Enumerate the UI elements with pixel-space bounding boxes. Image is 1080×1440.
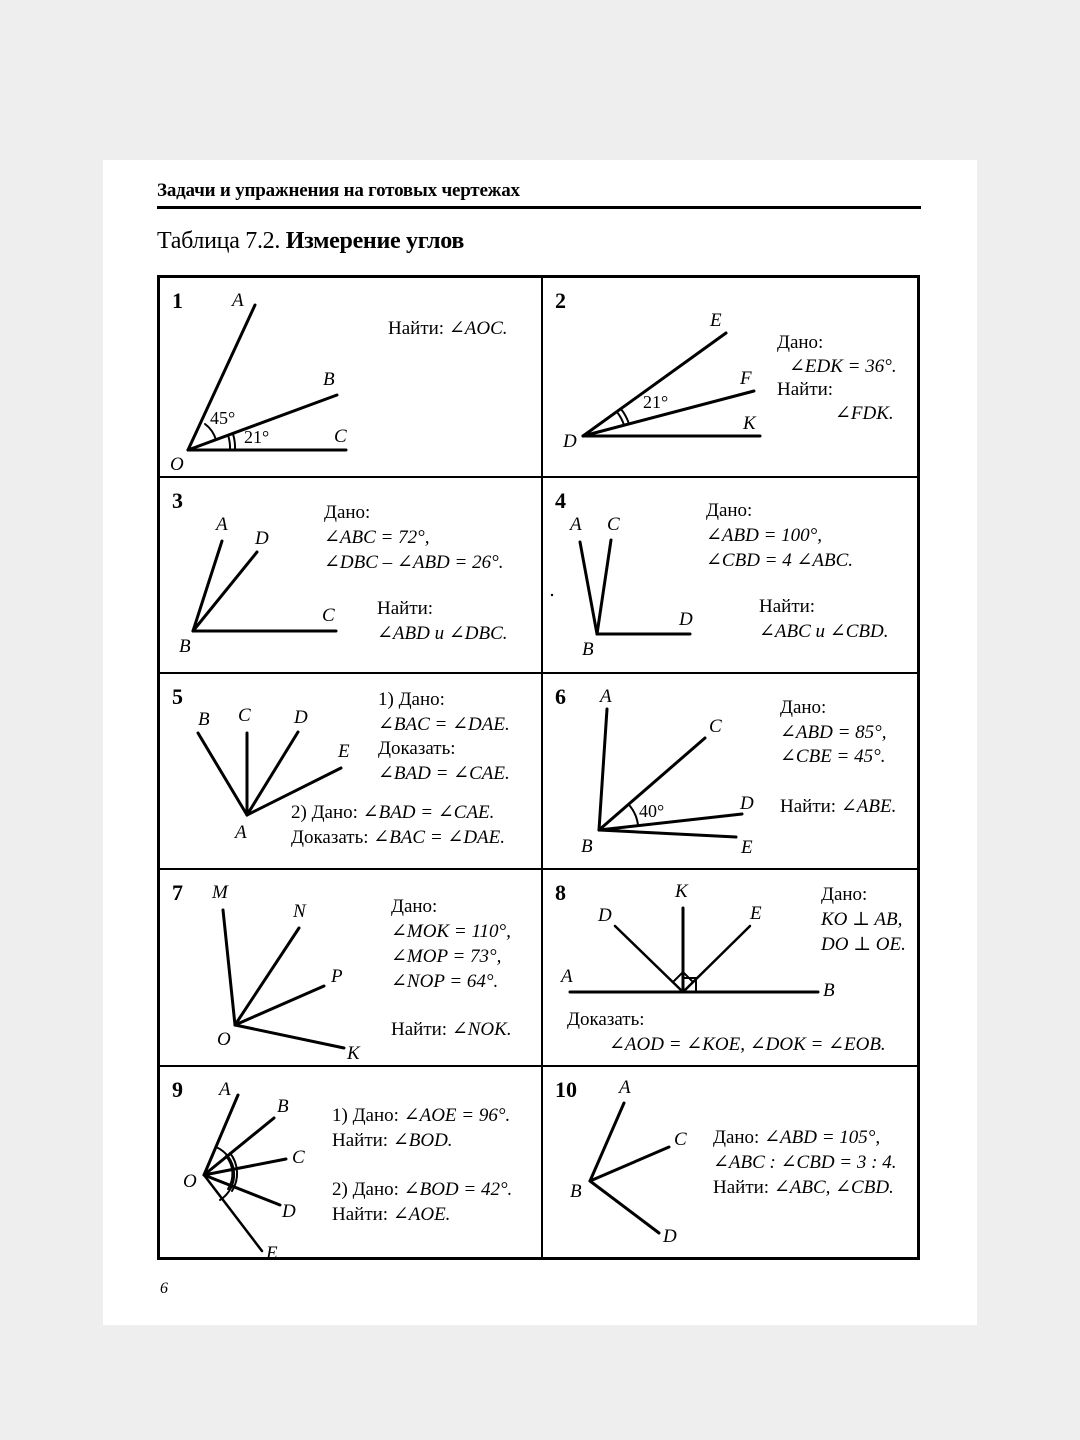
problem-text-find — [391, 1017, 512, 1042]
problem-cell-1 — [160, 278, 543, 478]
point-label: B — [581, 836, 593, 857]
math-expression: ∠AOC. — [448, 318, 508, 339]
point-label: O — [183, 1171, 197, 1192]
angle-arc-21a — [617, 412, 624, 425]
text-prefix: Найти: — [388, 318, 449, 339]
problem-cell-3 — [160, 478, 543, 674]
problem-text — [777, 331, 897, 425]
math-expression: ∠MOK = 110°, — [391, 921, 511, 942]
point-label: A — [235, 822, 247, 843]
point-label: D — [740, 793, 754, 814]
text-line — [759, 619, 888, 644]
point-label: D — [563, 431, 577, 452]
problem-number: 8 — [555, 880, 566, 905]
math-expression: ∠ABD = 100°, — [706, 525, 823, 546]
problem-number: 2 — [555, 288, 566, 313]
math-expression: ∠FDK. — [835, 402, 894, 424]
point-label: C — [607, 514, 620, 535]
ray-BD — [193, 552, 257, 631]
text-line — [759, 594, 888, 619]
ray-BA — [193, 541, 222, 631]
problem-cell-10 — [543, 1067, 920, 1260]
point-label: E — [266, 1243, 278, 1264]
text-line — [777, 355, 897, 379]
table-title-text: Измерение углов — [285, 228, 465, 254]
text-prefix: Найти: — [332, 1130, 393, 1151]
ray-BA — [599, 709, 607, 830]
point-label: C — [322, 605, 335, 626]
point-label: F — [740, 368, 752, 389]
text-line — [324, 550, 503, 575]
problem-cell-5 — [160, 674, 543, 870]
problem-number: 6 — [555, 684, 566, 709]
ray-BC — [597, 540, 611, 634]
text-prefix: Найти: — [332, 1204, 393, 1225]
text-line — [780, 696, 887, 721]
point-label: M — [212, 882, 228, 903]
problem-cell-8 — [543, 870, 920, 1067]
text-line — [706, 548, 853, 573]
point-label: B — [582, 639, 594, 660]
problem-text — [706, 498, 853, 573]
problem-text-part2 — [332, 1177, 512, 1227]
math-expression: ∠ABE. — [840, 796, 897, 817]
point-label: K — [675, 881, 688, 902]
math-expression: ∠CBE = 45°. — [780, 746, 886, 767]
point-label: E — [710, 310, 722, 331]
text-prefix: Найти: — [759, 596, 816, 617]
math-expression: ∠BAC = ∠DAE. — [378, 713, 510, 735]
text-line — [378, 762, 510, 787]
text-prefix: 1) Дано: — [378, 689, 445, 710]
problem-cell-4 — [543, 478, 920, 674]
math-expression: ∠DBC – ∠ABD = 26°. — [324, 552, 504, 573]
text-prefix: Дано: — [780, 697, 827, 718]
text-prefix: Доказать: — [378, 738, 456, 759]
text-line — [391, 919, 511, 944]
point-label: A — [561, 966, 573, 987]
point-label: D — [294, 707, 308, 728]
ray-OK — [235, 1025, 344, 1048]
math-expression: ∠ABC, ∠CBD. — [773, 1177, 894, 1198]
text-prefix: Найти: — [780, 796, 841, 817]
point-label: A — [232, 290, 244, 311]
angle-value: 21° — [643, 392, 669, 412]
text-line — [567, 1007, 886, 1032]
text-line — [777, 402, 897, 426]
text-prefix: Дано: — [713, 1127, 765, 1148]
point-label: E — [741, 837, 753, 858]
text-line — [706, 498, 853, 523]
problem-cell-2 — [543, 278, 920, 478]
angle-diagram-9 — [160, 1067, 543, 1264]
math-expression: ∠CBD = 4 ∠ABC. — [706, 550, 854, 571]
math-expression: ∠ABC = 72°, — [324, 527, 430, 548]
ray-DE — [583, 333, 726, 436]
angle-value: 40° — [639, 801, 665, 821]
ray-BD — [590, 1181, 659, 1233]
point-label: B — [823, 980, 835, 1001]
angle-value: 21° — [244, 427, 270, 447]
text-line — [291, 800, 505, 825]
point-label: O — [217, 1029, 231, 1050]
problem-cell-6 — [543, 674, 920, 870]
text-line — [378, 737, 510, 762]
point-label: B — [323, 369, 335, 390]
problem-text — [324, 500, 503, 575]
problem-text-find — [377, 596, 508, 646]
problem-text-part2 — [291, 800, 505, 850]
text-prefix: Дано: — [821, 884, 868, 905]
point-label: B — [198, 709, 210, 730]
point-label: P — [331, 966, 343, 987]
text-prefix: Найти: — [377, 598, 434, 619]
math-expression: ∠ABD и ∠DBC. — [377, 623, 508, 644]
problem-text — [378, 688, 510, 786]
ray-BE — [599, 830, 736, 837]
text-prefix: Дано: — [777, 332, 824, 353]
point-label: D — [679, 609, 693, 630]
ray-DF — [583, 391, 754, 436]
text-line — [324, 500, 503, 525]
text-line — [391, 969, 511, 994]
text-line — [377, 596, 508, 621]
point-label: D — [598, 905, 612, 926]
ray-OC — [204, 1159, 286, 1175]
angle-diagram-1 — [160, 278, 543, 478]
problem-text-find — [759, 594, 888, 644]
text-prefix: 1) Дано: — [332, 1105, 404, 1126]
text-line — [324, 525, 503, 550]
point-label: D — [282, 1201, 296, 1222]
text-line — [713, 1125, 896, 1150]
math-expression: ∠EDK = 36°. — [789, 355, 897, 377]
table-title — [157, 228, 464, 255]
point-label: B — [179, 636, 191, 657]
problem-text — [332, 1103, 510, 1153]
problem-cell-7 — [160, 870, 543, 1067]
text-line — [332, 1128, 510, 1153]
page-number: 6 — [160, 1280, 168, 1297]
math-expression: ∠BAD = ∠CAE. — [362, 802, 495, 823]
running-head: Задачи и упражнения на готовых чертежах — [157, 180, 520, 201]
problem-number: 5 — [172, 684, 183, 709]
point-label: E — [338, 741, 350, 762]
math-expression: ∠AOE = 96°. — [403, 1105, 511, 1126]
problem-text — [391, 894, 511, 994]
text-line — [713, 1150, 896, 1175]
problem-text — [821, 882, 906, 957]
problems-table — [157, 275, 920, 1264]
math-expression: ∠ABD = 105°, — [764, 1127, 881, 1148]
text-line — [821, 907, 906, 932]
point-label: B — [570, 1181, 582, 1202]
math-expression: ∠BAD = ∠CAE. — [378, 762, 510, 784]
math-expression: ∠AOD = ∠KOE, ∠DOK = ∠EOB. — [609, 1034, 886, 1055]
text-line — [378, 713, 510, 738]
math-expression: DO ⊥ OE. — [821, 934, 906, 955]
text-line — [777, 378, 897, 402]
text-prefix: Найти: — [777, 379, 834, 400]
problem-text — [388, 316, 508, 341]
angle-arc-40 — [630, 806, 638, 825]
problem-text — [713, 1125, 896, 1200]
text-line — [391, 1017, 512, 1042]
text-line — [713, 1175, 896, 1200]
point-label: A — [600, 686, 612, 707]
math-expression: ∠NOK. — [451, 1019, 512, 1040]
text-prefix: Доказать: — [567, 1009, 645, 1030]
text-prefix: Дано: — [391, 896, 438, 917]
text-prefix: Доказать: — [291, 827, 374, 848]
problem-cell-9 — [160, 1067, 543, 1264]
angle-value: 45° — [210, 408, 236, 428]
point-label: K — [347, 1043, 360, 1064]
ray-BD — [599, 814, 742, 830]
text-line — [391, 894, 511, 919]
problem-number: 4 — [555, 488, 566, 513]
point-label: A — [619, 1077, 631, 1098]
point-label: C — [709, 716, 722, 737]
point-label: D — [255, 528, 269, 549]
problem-number: 9 — [172, 1077, 183, 1102]
text-line — [378, 688, 510, 713]
text-prefix: Дано: — [324, 502, 371, 523]
text-line — [332, 1103, 510, 1128]
point-label: B — [277, 1096, 289, 1117]
text-line — [780, 721, 887, 746]
problem-text-prove — [567, 1007, 886, 1057]
math-expression: KO ⊥ AB, — [821, 909, 903, 930]
text-prefix: Найти: — [391, 1019, 452, 1040]
point-label: O — [170, 454, 184, 475]
text-line — [332, 1177, 512, 1202]
text-line — [567, 1032, 886, 1057]
problem-text-find — [780, 794, 896, 819]
ray-BA — [580, 542, 597, 634]
problem-number: 3 — [172, 488, 183, 513]
ray-AB — [198, 733, 247, 815]
math-expression: ∠MOP = 73°, — [391, 946, 502, 967]
text-line — [780, 745, 887, 770]
header-rule — [157, 206, 921, 209]
point-label: A — [570, 514, 582, 535]
text-prefix: Найти: — [713, 1177, 774, 1198]
text-line — [391, 944, 511, 969]
text-line — [377, 621, 508, 646]
problem-number: 1 — [172, 288, 183, 313]
text-line — [291, 825, 505, 850]
text-line — [777, 331, 897, 355]
point-label: K — [743, 413, 756, 434]
point-label: C — [674, 1129, 687, 1150]
table-label: Таблица 7.2. — [157, 228, 281, 254]
stray-dot — [551, 594, 553, 596]
text-line — [780, 794, 896, 819]
problem-number: 7 — [172, 880, 183, 905]
text-prefix: Дано: — [706, 500, 753, 521]
text-prefix: 2) Дано: — [332, 1179, 404, 1200]
math-expression: ∠BOD = 42°. — [403, 1179, 513, 1200]
math-expression: ∠BAC = ∠DAE. — [373, 827, 506, 848]
point-label: C — [238, 705, 251, 726]
point-label: N — [293, 901, 306, 922]
text-prefix: 2) Дано: — [291, 802, 363, 823]
math-expression: ∠BOD. — [392, 1130, 453, 1151]
point-label: A — [216, 514, 228, 535]
point-label: D — [663, 1226, 677, 1247]
angle-arc-21b — [233, 434, 235, 450]
point-label: C — [334, 426, 347, 447]
angle-arc-21a — [228, 435, 230, 450]
math-expression: ∠ABD = 85°, — [780, 721, 887, 743]
math-expression: ∠ABC : ∠CBD = 3 : 4. — [713, 1152, 897, 1173]
text-line — [821, 882, 906, 907]
math-expression: ∠NOP = 64°. — [391, 971, 499, 992]
ray-OM — [223, 910, 235, 1025]
text-line — [332, 1202, 512, 1227]
problem-number: 10 — [555, 1077, 577, 1102]
textbook-page — [103, 160, 977, 1325]
point-label: C — [292, 1147, 305, 1168]
problem-text — [780, 696, 887, 770]
point-label: E — [750, 903, 762, 924]
math-expression: ∠ABC и ∠CBD. — [759, 621, 889, 642]
text-line — [388, 316, 508, 341]
text-line — [821, 932, 906, 957]
math-expression: ∠AOE. — [392, 1204, 451, 1225]
point-label: A — [219, 1079, 231, 1100]
text-line — [706, 523, 853, 548]
